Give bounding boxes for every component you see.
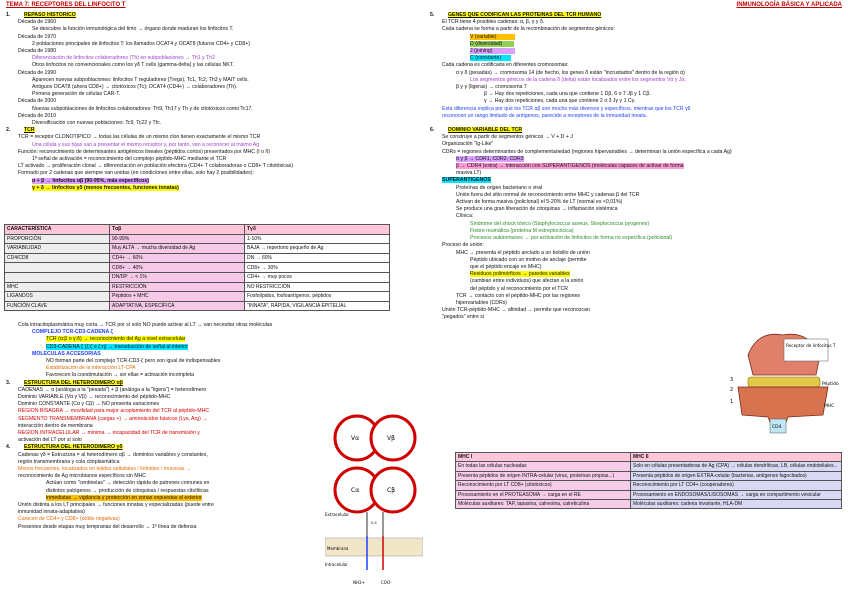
- left-column: 1. REPASO HISTÓRICO Década de 1960 Se descubre la función inmunológica del timo → órgano donde maduran los linfocitos T. Década de 1970 2 poblaciones principales de linfocitos T: los llamados OCAT4 y OCAT8 (futuros CD4+ y CD8+) Década de 1980 Diferenciación de linfocitos colaboradores (Th) en subpoblaciones → Th1 y Th2 Otros linfocitos no convencionales como los γδ T cells (gamma-delta) y las células NKT. Década de 1990 Aparecen nuevas subpoblaciones: linfocitos T reguladores (Tregs), Tc1, Tc2, Th3 y MAIT cells. Antiguos OCAT8 (ahora CD8+) → citotóxicos (Tc); OCAT4 (CD4+) → colaboradores (Th). Primera generación de células CAR-T. Década de 2000 Nuevas subpoblaciones de linfocitos colaboradores: Th9, Th17 y Th y de citotóxicos como Tc17. Década de 2010 Diversificación con nuevas poblaciones: Tc9, Tc22 y Tfc. 2. TCR TCR = receptor CLONOTÍPICO → todas las células de un mismo clon tienen exactamente el mismo TCR Una célula y sus hijas van a presentar el mismo receptor y, por tanto, van a reconocer al mismo Ag Función: reconocimiento de determinantes antigénicos lineales (péptidos cortos) presentados por MHC (I o II) 1ª señal de activación = reconocimiento del complejo péptido-MHC mediante el TCR LT activado → proliferación clonal → diferenciación en población efectora (CD4+ T colaboradoras o CD8+ T citotóxicas) Formado por 2 cadenas que siempre van unidas (en condiciones entre ellas, solo hay 2 posibilidades): α + β → linfocitos αβ (90-95%, más específicos) γ + δ → linfocitos γδ (menos frecuentes, funciones innatas): [6, 12, 416, 192]
- svg-text:Cα: Cα: [351, 487, 360, 494]
- svg-text:Vα: Vα: [351, 435, 360, 442]
- svg-text:CD4: CD4: [772, 425, 782, 430]
- comparison-table: CARACTERÍSTICA Tαβ Tγδ PROPORCIÓN 90-99% 1-10% VARIABILIDAD Muy ALTA → mucha diversidad de Ag BAJA → repertorio pequeño de Ag CD4/CD8 CD4+ → 60% DN → 60% CD8+ → 40% CD8+ → 30% DN/DP → < 1% CD4+ → muy pocos MHC RESTRICCIÓN NO RESTRICCIÓN LIGANDOS Péptidos + MHC Fosfolípidos, fosfoantígenos, péptidos FUNCIÓN CLAVE ADAPTATIVA, ESPECÍFICA "INNATA", RÁPIDA, VIGILANCIA EPITELIAL: [4, 224, 390, 311]
- section-heading: 2. TCR: [6, 127, 35, 134]
- section-heading: 5. GENES QUE CODIFICAN LAS PROTEÍNAS DEL TCR HUMANO: [430, 12, 602, 18]
- section-heading: 3. ESTRUCTURA DEL HETERODÍMERO αβ: [6, 379, 123, 386]
- peptide-shape: [748, 377, 820, 387]
- svg-text:Extracelular: Extracelular: [325, 512, 350, 517]
- svg-text:Receptor de linfocitos T: Receptor de linfocitos T: [786, 343, 836, 348]
- section-heading: 1. REPASO HISTÓRICO: [6, 12, 76, 18]
- svg-text:3: 3: [730, 377, 734, 383]
- svg-text:Intracelular: Intracelular: [325, 562, 348, 567]
- svg-text:S-S: S-S: [371, 521, 377, 525]
- tcr-heterodimer-diagram: [325, 398, 423, 594]
- page-header-right: INMUNOLOGÍA BÁSICA Y APLICADA: [736, 2, 842, 8]
- svg-text:Cβ: Cβ: [387, 487, 396, 494]
- mhc-comparison-table: MHC I MHC II En todas las células nucleadas Solo en células presentadoras de Ag (CPA) → células dendríticas, LB, células endoteliales... Presenta péptidos de origen INTRA-celular (virus, proteínas propias...) Presenta péptidos de origen EXTRA-celular (bacterias, antígenos fagocitados) Reconocimiento por LT CD8+ (citotóxicos) Reconocimiento por LT CD4+ (cooperadores) Procesamiento en el PROTEASOMA → carga en el RE Procesamiento en ENDOSOMAS/LISOSOMAS → carga en compartimento vesicular Moléculas auxiliares: TAP, tapasina, calnexina, calreticulina Moléculas auxiliares: cadena invariante, HLA-DM: [455, 452, 842, 509]
- section-heading: 6. DOMINIO VARIABLE DEL TCR: [430, 127, 523, 134]
- svg-text:COO-: COO-: [381, 580, 392, 585]
- svg-text:Vβ: Vβ: [387, 435, 395, 442]
- svg-text:NH3+: NH3+: [353, 580, 365, 585]
- svg-text:Membrana: Membrana: [327, 546, 349, 551]
- svg-text:1: 1: [730, 399, 734, 405]
- svg-text:2: 2: [730, 387, 734, 393]
- section-heading: 4. ESTRUCTURA DEL HETERODÍMERO γδ: [6, 444, 123, 451]
- left-column-lower: Cola intracitoplasmática muy corta → TCR por sí solo NO puede activar al LT → van necesitar otras moléculas COMPLEJO TCR-CD3-CADENA ζ TCR (α:β o γ:δ) → reconocimiento del Ag a nivel extracelular CD3-CADENA ζ (ζ:ζ o ζ:η) → transducción de señal al interior MOLÉCULAS ACCESORIAS NO forman parte del complejo TCR-CD3-ζ pero son igual de indispensables Estabilización de la interacción LT-CPA Favorecen la coestimulación → sin ellas = activación incompleta 3. ESTRUCTURA DEL HETERODÍMERO αβ CADENAS → α (análoga a la "pesada") + β (análoga a la "ligera") = heterodímero Dominio VARIABLE (Vα y Vβ) → reconocimiento del péptido-MHC Dominio CONSTANTE (Cα y Cβ) → NO presenta variaciones REGIÓN BISAGRA → movilidad para mejor acoplamiento del TCR al péptido-MHC SEGMENTO TRANSMEMBRANA (cargas +) → aminoácidos básicos (Lys, Arg) → interacción dentro de membrana REGIÓN INTRACELULAR → mínima → incapacidad del TCR de transmisión y activación del LT por sí solo 4. ESTRUCTURA DEL HETERODÍMERO γδ Cadenas γδ = Estructura = al heterodímero αβ → dominios variables y constantes, región transmembrana y cola citoplasmática Menos frecuentes, localizados en tejidos epiteliales / linfoides / mucosas → reconocimiento de Ag microbianos específicos sin MHC Actúan como "centinelas" → detección rápida de patrones comunes en distintos patógenos → producción de citoquinas / respuestas citolíticas inmediatas → vigilancia y protección en zonas expuestas al exterior Unión distinta a los LT principales → funciones innatas y especializadas (puede entre inmunidad innata-adaptativa) Carecen de CD4+ y CD8+ (doble negativas) Presentes desde etapas muy tempranas del desarrollo → 1ª línea de defensa: [6, 322, 416, 531]
- svg-text:Péptido: Péptido: [822, 382, 839, 387]
- right-column: 5. GENES QUE CODIFICAN LAS PROTEÍNAS DEL TCR HUMANO El TCR tiene 4 posibles cadenas: α, β, γ y δ. Cada cadena se forma a partir de la recombinación de segmentos génicos: V (variable) D (diversidad) J (joining) C (constante) Cada cadena es codificada en diferentes cromosomas: α y δ (pesadas) → cromosoma 14 (de hecho, los genes δ están "incrustados" dentro de la región α) Los segmentos génicos de la cadena δ (delta) están localizados entre los segmentos Vα y Jα. β y γ (ligeras) → cromosoma 7 β → Hay dos repeticiones, cada una que contiene 1 Dβ, 6 o 7 Jβ y 1 Cβ. γ → Hay dos repeticiones, cada una que contiene 2 o 3 Jγ y 1 Cγ. Esta diferencia explica por qué los TCR αβ son mucho más diversos y específicos, mientras que los TCR γδ reconocen un rango limitado de antígenos, parecido a receptores de la inmunidad innata. 6. DOMINIO VARIABLE DEL TCR Se construye a partir de segmentos génicos → V + D + J Organización "Ig-Like" CDRs = regiones determinantes de complementariedad (regiones hipervariables → determinan la unión específica a cada Ag) α y β → CDR1, CDR2, CDR3 β → CDR4 (extra) → interacción con SUPERANTÍGENOS (moléculas capaces de activar de forma masiva LT) SUPERANTÍGENOS Proteínas de origen bacteriano o viral Unión fuera del sitio normal de reconocimiento entre MHC y cadenas β del TCR Activan de forma masiva (policlonal) el 5-20% de LT (normal es <0,01%) Se produce una gran liberación de citoquinas → inflamación sistémica Clínica: Síndrome del shock tóxico (Staphylococcus aureus, Streptococcus pyogenes) Fiebre reumática (proteína M estreptocócica) Procesos autoinmunes → por activación de linfocitos de forma no específica (policlonal) Proceso de unión: MHC → presenta el péptido anclado a un bolsillo de unión Péptido ubicado con un motivo de anclaje (permite que el péptido encaje en MHC) Residuos polimórficos → paredes variables (cambian entre individuos) que afectan a la unión del péptido y al reconocimiento por el TCR TCR → contacto con el péptido-MHC por las regiones hipervariables (CDRs) Unión TCR-péptido-MHC → afinidad → permite que reconozcan "pegados" entre sí: [430, 12, 840, 322]
- svg-text:MHC: MHC: [824, 404, 835, 409]
- tcr-peptide-mhc-diagram: [728, 325, 842, 437]
- page-header-left: TEMA 7: RECEPTORES DEL LINFOCITO T: [6, 2, 126, 8]
